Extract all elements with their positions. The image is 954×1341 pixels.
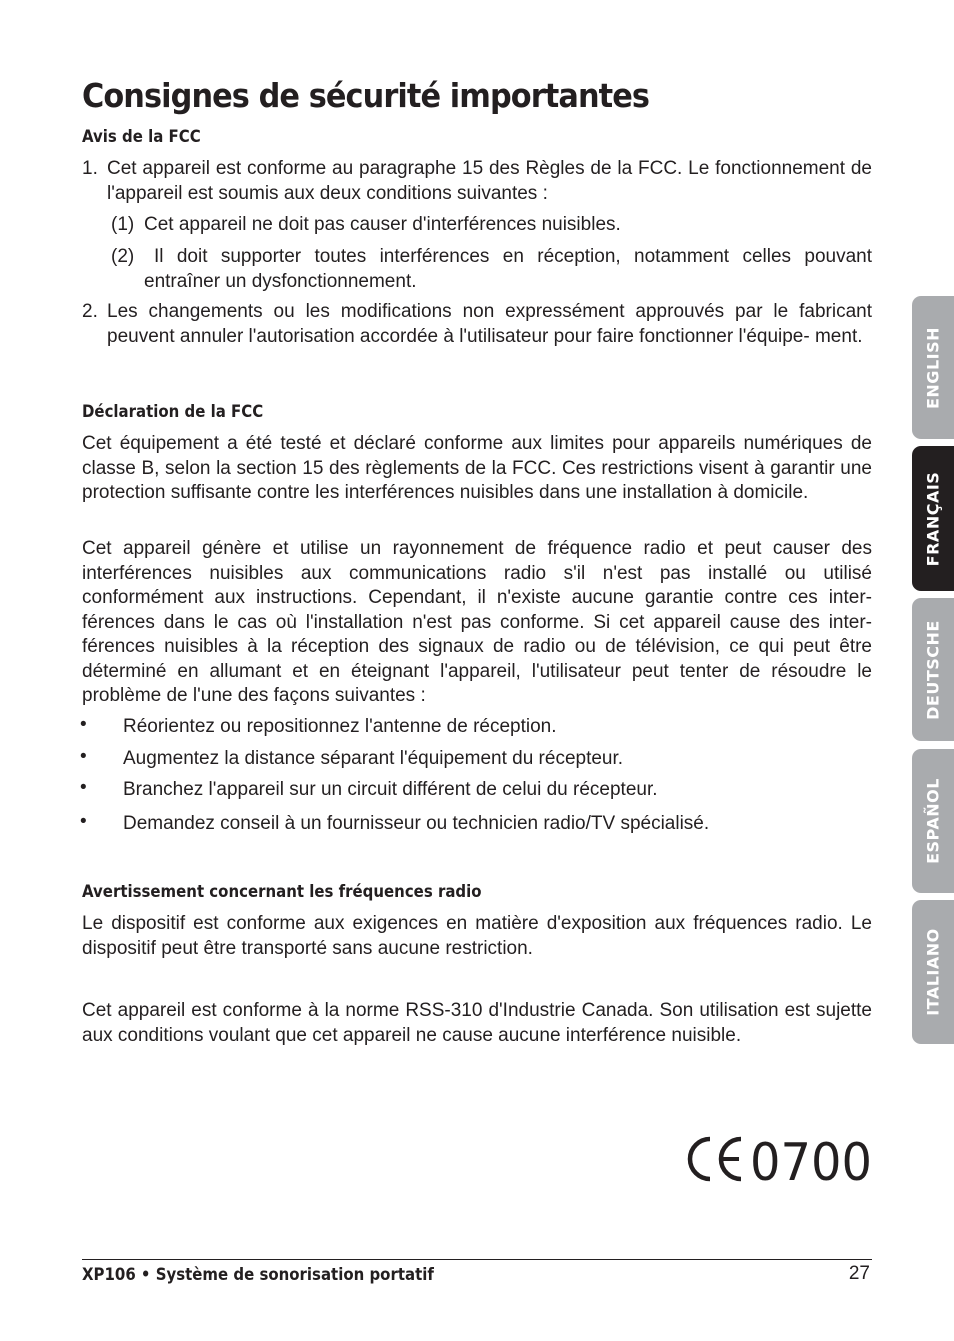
language-tab-francais[interactable]	[912, 446, 954, 591]
bullet-icon: •	[80, 714, 87, 735]
rf-warning-paragraph: Le dispositif est conforme aux exigences en matière d'exposition aux fréquences radio. Le dispositif peut être transporté sans aucune restriction.	[82, 913, 872, 959]
fcc-declaration-paragraph-1: Cet équipement a été testé et déclaré conforme aux limites pour appareils numériques de classe B, selon la section 15 des règlements de la FCC. Ces restrictions visent à garantir une protection suffisante contre les interférences nuisibles dans une installation à domicile.	[82, 433, 872, 503]
language-tab-deutsche[interactable]	[912, 598, 954, 741]
industry-canada-paragraph: Cet appareil est conforme à la norme RSS-310 d'Industrie Canada. Son utilisation est sujette aux conditions voulant que cet appareil ne cause aucune interférence nuisible.	[82, 1000, 872, 1046]
language-tab-label: ITALIANO	[923, 928, 943, 1016]
bullet-item-1: Réorientez ou repositionnez l'antenne de réception.	[123, 716, 557, 737]
fcc-declaration-heading: Déclaration de la FCC	[82, 402, 264, 422]
language-tab-italiano[interactable]	[912, 900, 954, 1044]
fcc-declaration-paragraph-2: Cet appareil génère et utilise un rayonnement de fréquence radio et peut causer des interférences nuisibles aux communications radio s'il n'est pas installé ou utilisé conformément aux instructions. Cependant, il n'existe aucune garantie contre ces inter- férences dans le cas où l'installation n'est pas conforme. Si cet appareil cause des inter- férences nuisibles à la réception des signaux de radio ou de télévision, ce qui peut être déterminé en allumant et en éteignant l'appareil, l'utilisateur peut tenter de résoudre le problème de l'une des façons suivantes :	[82, 538, 872, 706]
bullet-item-2: Augmentez la distance séparant l'équipement du récepteur.	[123, 748, 624, 769]
ce-mark-logo	[684, 1133, 874, 1185]
fcc-notice-item-2: Les changements ou les modifications non expressément approuvés par le fabricant peuvent annuler l'autorisation accordée à l'utilisateur pour faire fonctionner l'équipe- ment.	[107, 301, 872, 347]
fcc-notice-heading: Avis de la FCC	[82, 127, 201, 147]
bullet-item-4: Demandez conseil à un fournisseur ou technicien radio/TV spécialisé.	[123, 813, 710, 834]
item-number-2: 2.	[82, 301, 98, 322]
rf-warning-heading: Avertissement concernant les fréquences radio	[82, 882, 482, 902]
page-number: 27	[848, 1263, 870, 1284]
item-number-1: 1.	[82, 158, 98, 179]
language-tab-label: ENGLISH	[923, 326, 943, 409]
page-title: Consignes de sécurité importantes	[82, 76, 650, 115]
sub-item-number-2: (2)	[111, 246, 135, 267]
language-tab-label: ESPAÑOL	[923, 778, 943, 864]
language-tab-label: FRANÇAIS	[923, 471, 943, 566]
language-tab-english[interactable]	[912, 296, 954, 439]
fcc-notice-sub-item-1: Cet appareil ne doit pas causer d'interférences nuisibles.	[144, 214, 621, 235]
bullet-icon: •	[80, 777, 87, 798]
footer-product-name: XP106 • Système de sonorisation portatif	[82, 1265, 434, 1285]
language-tab-label: DEUTSCHE	[923, 619, 943, 720]
fcc-notice-sub-item-2: Il doit supporter toutes interférences en réception, notamment celles pouvant entraîner un dysfonctionnement.	[144, 246, 872, 292]
footer-divider	[82, 1259, 872, 1260]
bullet-item-3: Branchez l'appareil sur un circuit différent de celui du récepteur.	[123, 779, 658, 800]
fcc-notice-item-1: Cet appareil est conforme au paragraphe 15 des Règles de la FCC. Le fonctionnement de l'appareil est soumis aux deux conditions suivantes :	[107, 158, 872, 204]
bullet-icon: •	[80, 811, 87, 832]
sub-item-number-1: (1)	[111, 214, 135, 235]
bullet-icon: •	[80, 746, 87, 767]
language-tab-espanol[interactable]	[912, 749, 954, 893]
ce-notified-body-number: 0700	[750, 1133, 872, 1185]
